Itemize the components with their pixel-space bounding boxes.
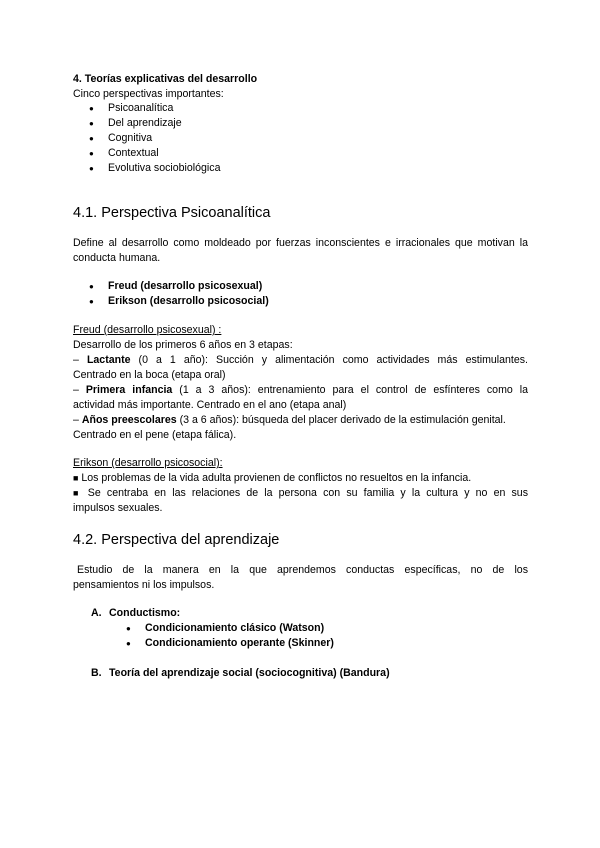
stage-line [73,383,528,398]
point-text: Se centraba en las relaciones de la persona con su familia y la cultura y no en sus [81,487,529,499]
paragraph-line: pensamientos ni los impulsos. [73,579,215,591]
list-item: ● Contextual [73,146,528,161]
freud-title: Freud (desarrollo psicosexual) : [73,324,222,336]
square-bullet-icon: ■ [73,473,79,483]
list-item: ● Psicoanalítica [73,101,528,116]
section-4-2-heading: 4.2. Perspectiva del aprendizaje [73,532,280,548]
dash: – [73,414,82,426]
conductismo-block [73,606,528,651]
freud-block [73,323,528,443]
list-item: ● Freud (desarrollo psicosexual) [73,279,528,294]
stage-line: Centrado en la boca (etapa oral) [73,369,226,381]
sublist-a [73,606,528,621]
erikson-title: Erikson (desarrollo psicosocial): [73,457,223,469]
stage-line [73,413,528,428]
stage-text: (1 a 3 años): entrenamiento para el control de esfínteres como la [172,384,528,396]
section-4-intro: Cinco perspectivas importantes: [73,88,224,100]
letter-marker: B. [91,667,102,679]
stage-name: Años preescolares [81,414,177,426]
section-4-1-list [73,279,528,309]
erikson-point [73,486,528,501]
stage-text: (3 a 6 años): búsqueda del placer derivado de la estimulación genital. [176,414,506,426]
dash: – [73,384,86,396]
section-4-heading: 4. Teorías explicativas del desarrollo [73,73,258,85]
list-item: ● Cognitiva [73,131,528,146]
section-4-1-paragraph [73,236,528,266]
erikson-point [73,471,528,486]
social-learning-block [73,666,528,681]
stage-line: actividad más importante. Centrado en el ano (etapa anal) [73,399,347,411]
list-item: ● Del aprendizaje [73,116,528,131]
letter-marker: A. [91,607,102,619]
sublist-title: Conductismo: [109,607,181,619]
section-4-1-heading: 4.1. Perspectiva Psicoanalítica [73,205,271,221]
list-item: ● Erikson (desarrollo psicosocial) [73,294,528,309]
sublist-title: Teoría del aprendizaje social (sociocognitiva) (Bandura) [109,667,390,679]
dash: – [73,354,87,366]
paragraph-line: Estudio de la manera en la que aprendemos conductas específicas, no de los [77,564,528,576]
erikson-block [73,456,528,516]
sublist-b [73,666,528,681]
point-text: Los problemas de la vida adulta provienen de conflictos no resueltos en la infancia. [78,472,472,484]
stage-line [73,353,528,368]
paragraph-line: conducta humana. [73,252,161,264]
stage-line: Centrado en el pene (etapa fálica). [73,429,237,441]
freud-intro: Desarrollo de los primeros 6 años en 3 etapas: [73,339,293,351]
stage-name: Lactante [86,354,131,366]
paragraph-line: Define al desarrollo como moldeado por fuerzas inconscientes e irracionales que motivan la [73,237,528,249]
list-item: ● Condicionamiento clásico (Watson) [110,621,528,636]
list-item: ● Evolutiva sociobiológica [73,161,528,176]
section-4-2-paragraph [73,563,528,593]
erikson-point-cont: impulsos sexuales. [73,502,163,514]
section-4-list [73,101,528,176]
stage-text: (0 a 1 año): Succión y alimentación como actividades más estimulantes. [130,354,528,366]
square-bullet-icon: ■ [73,488,82,498]
stage-name: Primera infancia [85,384,173,396]
list-item: ● Condicionamiento operante (Skinner) [110,636,528,651]
